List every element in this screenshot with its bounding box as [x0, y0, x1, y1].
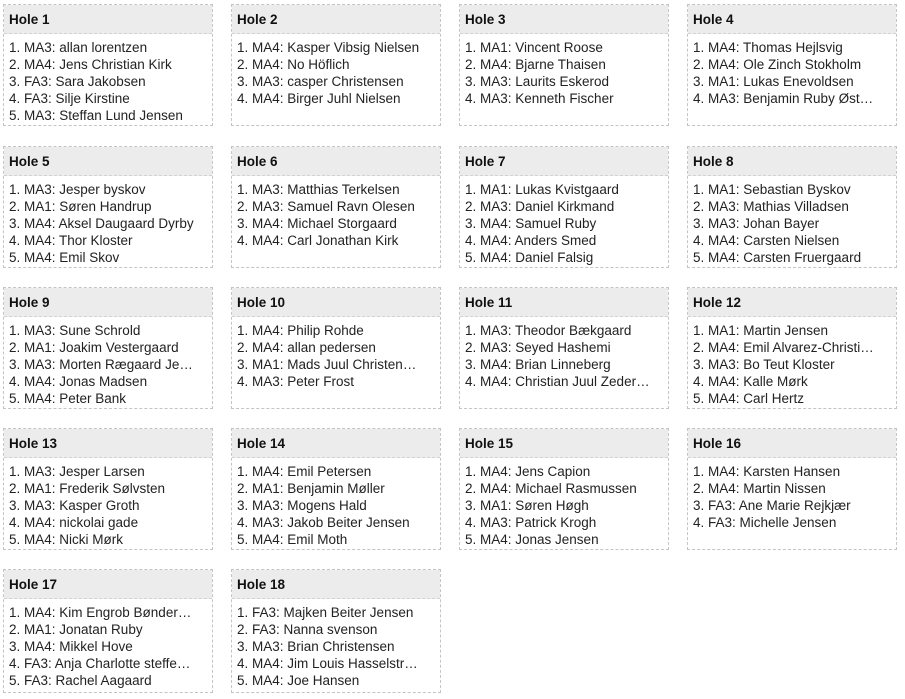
player-entry: 5. MA4: Jonas Jensen: [465, 532, 599, 547]
player-entry: 3. MA4: Brian Linneberg: [465, 357, 611, 372]
player-list: [232, 34, 440, 107]
player-entry: 1. MA4: Emil Petersen: [237, 464, 372, 479]
player-entry: 1. MA1: Lukas Kvistgaard: [465, 182, 619, 197]
player-entry: 2. MA4: No Höflich: [237, 57, 350, 72]
hole-card: [231, 428, 441, 550]
player-entry: 1. MA3: allan lorentzen: [9, 40, 148, 55]
player-list: [460, 34, 668, 107]
player-entry: 4. FA3: Anja Charlotte steffe…: [9, 656, 191, 671]
player-entry: 3. MA1: Mads Juul Christen…: [237, 357, 417, 372]
player-entry: 1. MA3: Jesper Larsen: [9, 464, 145, 479]
player-entry: 2. MA4: Martin Nissen: [693, 481, 826, 496]
player-list: [688, 317, 896, 407]
player-entry: 3. MA3: Bo Teut Kloster: [693, 357, 835, 372]
player-list: [4, 176, 212, 266]
hole-card: [459, 4, 669, 126]
player-entry: 1. MA3: Jesper byskov: [9, 182, 146, 197]
player-entry: 1. MA3: Sune Schrold: [9, 323, 141, 338]
player-entry: 5. MA3: Steffan Lund Jensen: [9, 108, 183, 123]
player-list: [460, 176, 668, 266]
player-entry: 3. MA4: Mikkel Hove: [9, 639, 133, 654]
hole-card: [231, 569, 441, 693]
player-list: [688, 458, 896, 531]
player-entry: 2. MA3: Samuel Ravn Olesen: [237, 199, 415, 214]
player-entry: 3. MA3: casper Christensen: [237, 74, 404, 89]
player-entry: 2. MA3: Daniel Kirkmand: [465, 199, 615, 214]
player-entry: 4. MA3: Benjamin Ruby Øst…: [693, 91, 874, 106]
hole-card: [687, 146, 897, 268]
player-list: [460, 317, 668, 390]
player-entry: 5. MA4: Carl Hertz: [693, 391, 805, 406]
player-entry: 2. MA1: Joakim Vestergaard: [9, 340, 179, 355]
player-entry: 2. MA4: Ole Zinch Stokholm: [693, 57, 862, 72]
player-entry: 3. MA3: Johan Bayer: [693, 216, 820, 231]
hole-title: Hole 7: [460, 147, 668, 176]
player-entry: 2. MA4: Bjarne Thaisen: [465, 57, 606, 72]
player-list: [4, 317, 212, 407]
player-entry: 2. MA1: Søren Handrup: [9, 199, 152, 214]
player-entry: 2. MA4: allan pedersen: [237, 340, 376, 355]
player-entry: 3. MA1: Lukas Enevoldsen: [693, 74, 854, 89]
hole-card: [459, 146, 669, 268]
hole-card: [687, 287, 897, 409]
hole-title: Hole 13: [4, 429, 212, 458]
hole-title: Hole 12: [688, 288, 896, 317]
player-entry: 1. MA4: Kim Engrob Bønder…: [9, 605, 192, 620]
player-entry: 3. MA3: Mogens Hald: [237, 498, 367, 513]
player-entry: 1. MA3: Theodor Bækgaard: [465, 323, 632, 338]
hole-card: [687, 428, 897, 550]
player-list: [460, 458, 668, 548]
player-list: [688, 176, 896, 266]
player-entry: 5. MA4: Peter Bank: [9, 391, 127, 406]
player-entry: 4. MA4: Jim Louis Hasselstr…: [237, 656, 418, 671]
player-entry: 5. FA3: Rachel Aagaard: [9, 673, 152, 688]
hole-card: [459, 428, 669, 550]
player-entry: 2. MA3: Mathias Villadsen: [693, 199, 849, 214]
player-entry: 3. FA3: Sara Jakobsen: [9, 74, 146, 89]
player-entry: 4. FA3: Michelle Jensen: [693, 515, 837, 530]
player-entry: 2. MA3: Seyed Hashemi: [465, 340, 611, 355]
player-entry: 5. MA4: Carsten Fruergaard: [693, 250, 862, 265]
player-entry: 4. MA3: Patrick Krogh: [465, 515, 597, 530]
player-entry: 1. MA4: Philip Rohde: [237, 323, 364, 338]
player-list: [232, 458, 440, 548]
hole-title: Hole 9: [4, 288, 212, 317]
player-entry: 3. MA4: Michael Storgaard: [237, 216, 397, 231]
player-entry: 4. MA3: Peter Frost: [237, 374, 355, 389]
hole-title: Hole 14: [232, 429, 440, 458]
hole-title: Hole 8: [688, 147, 896, 176]
player-entry: 2. MA1: Jonatan Ruby: [9, 622, 143, 637]
hole-card: [231, 4, 441, 126]
player-entry: 4. MA4: Jonas Madsen: [9, 374, 148, 389]
hole-title: Hole 18: [232, 570, 440, 599]
player-entry: 1. MA4: Karsten Hansen: [693, 464, 841, 479]
player-entry: 5. MA4: Nicki Mørk: [9, 532, 124, 547]
player-entry: 4. FA3: Silje Kirstine: [9, 91, 130, 106]
player-list: [232, 176, 440, 249]
hole-title: Hole 10: [232, 288, 440, 317]
player-entry: 5. MA4: Emil Moth: [237, 532, 348, 547]
player-entry: 3. FA3: Ane Marie Rejkjær: [693, 498, 851, 513]
hole-title: Hole 6: [232, 147, 440, 176]
player-entry: 3. MA3: Kasper Groth: [9, 498, 140, 513]
player-entry: 5. MA4: Joe Hansen: [237, 673, 360, 688]
player-entry: 1. MA3: Matthias Terkelsen: [237, 182, 400, 197]
hole-title: Hole 4: [688, 5, 896, 34]
player-entry: 3. MA3: Brian Christensen: [237, 639, 395, 654]
hole-card: [3, 287, 213, 409]
player-entry: 2. MA4: Jens Christian Kirk: [9, 57, 172, 72]
player-entry: 3. MA3: Morten Rægaard Je…: [9, 357, 193, 372]
hole-title: Hole 16: [688, 429, 896, 458]
player-list: [232, 317, 440, 390]
player-entry: 4. MA4: Carl Jonathan Kirk: [237, 233, 399, 248]
player-list: [4, 34, 212, 124]
hole-title: Hole 17: [4, 570, 212, 599]
hole-card: [3, 569, 213, 693]
player-entry: 4. MA4: Kalle Mørk: [693, 374, 808, 389]
player-entry: 3. MA4: Samuel Ruby: [465, 216, 597, 231]
player-entry: 4. MA4: Carsten Nielsen: [693, 233, 840, 248]
player-list: [4, 458, 212, 548]
player-entry: 4. MA4: nickolai gade: [9, 515, 139, 530]
player-entry: 4. MA3: Kenneth Fischer: [465, 91, 614, 106]
player-entry: 4. MA4: Anders Smed: [465, 233, 597, 248]
player-entry: 2. MA1: Benjamin Møller: [237, 481, 385, 496]
hole-card: [3, 428, 213, 550]
player-entry: 1. MA1: Martin Jensen: [693, 323, 829, 338]
player-entry: 3. MA4: Aksel Daugaard Dyrby: [9, 216, 194, 231]
player-entry: 5. MA4: Emil Skov: [9, 250, 120, 265]
player-entry: 2. MA4: Michael Rasmussen: [465, 481, 637, 496]
hole-title: Hole 15: [460, 429, 668, 458]
player-entry: 2. FA3: Nanna svenson: [237, 622, 378, 637]
player-entry: 1. MA4: Jens Capion: [465, 464, 591, 479]
player-entry: 1. MA1: Sebastian Byskov: [693, 182, 851, 197]
player-entry: 3. MA1: Søren Høgh: [465, 498, 589, 513]
player-entry: 2. MA1: Frederik Sølvsten: [9, 481, 166, 496]
player-list: [232, 599, 440, 689]
hole-title: Hole 2: [232, 5, 440, 34]
player-list: [4, 599, 212, 689]
player-entry: 4. MA4: Thor Kloster: [9, 233, 133, 248]
hole-card: [687, 4, 897, 126]
hole-card: [3, 4, 213, 126]
hole-card: [459, 287, 669, 409]
hole-card: [231, 287, 441, 409]
player-entry: 1. FA3: Majken Beiter Jensen: [237, 605, 414, 620]
hole-title: Hole 3: [460, 5, 668, 34]
player-entry: 5. MA4: Daniel Falsig: [465, 250, 594, 265]
player-entry: 4. MA4: Christian Juul Zeder…: [465, 374, 650, 389]
player-entry: 1. MA1: Vincent Roose: [465, 40, 603, 55]
hole-card: [3, 146, 213, 268]
player-entry: 1. MA4: Kasper Vibsig Nielsen: [237, 40, 420, 55]
player-entry: 2. MA4: Emil Alvarez-Christi…: [693, 340, 874, 355]
player-entry: 1. MA4: Thomas Hejlsvig: [693, 40, 843, 55]
hole-title: Hole 11: [460, 288, 668, 317]
hole-title: Hole 1: [4, 5, 212, 34]
hole-card: [231, 146, 441, 268]
player-entry: 3. MA3: Laurits Eskerod: [465, 74, 610, 89]
hole-title: Hole 5: [4, 147, 212, 176]
player-entry: 4. MA4: Birger Juhl Nielsen: [237, 91, 401, 106]
player-list: [688, 34, 896, 107]
player-entry: 4. MA3: Jakob Beiter Jensen: [237, 515, 410, 530]
